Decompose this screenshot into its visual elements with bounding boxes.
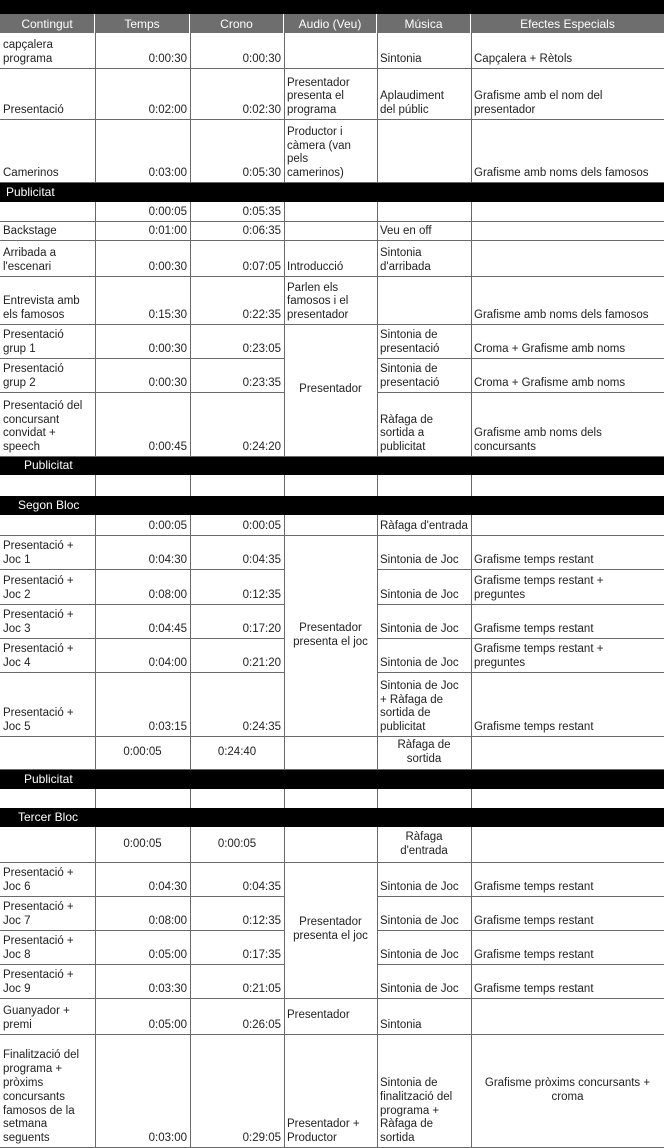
contingut-cell: Presentació del concursant convidat + speech [3,399,83,454]
grid-col-line [95,789,96,808]
audio-cell [284,33,377,68]
grid-col-line [284,789,285,808]
temps-cell: 0:04:45 [148,623,187,636]
header-col-musica: Música [377,14,470,33]
contingut-cell: Backstage [3,225,57,238]
contingut-cell [0,827,95,862]
contingut-cell: Presentació + Joc 5 [3,707,74,734]
musica-cell: Ràfaga de sortida [397,738,451,765]
efectes-cell [471,736,664,769]
crono-cell: 0:22:35 [242,309,281,322]
band-publicitat-1-label: Publicitat [6,184,55,199]
contingut-cell: Presentació + Joc 2 [3,575,74,602]
crono-cell: 0:00:05 [217,837,257,850]
musica-cell: Sintonia de Joc [380,881,459,894]
temps-cell: 0:00:45 [148,441,187,454]
temps-cell: 0:01:00 [148,225,187,238]
temps-cell: 0:02:00 [148,104,187,117]
contingut-cell: Arribada a l'escenari [3,247,57,274]
temps-cell: 0:00:05 [123,745,162,758]
crono-cell: 0:00:05 [242,520,281,533]
musica-cell: Sintonia [380,1019,422,1032]
contingut-cell [0,202,95,221]
temps-cell: 0:00:05 [148,206,187,219]
contingut-cell: Presentació + Joc 3 [3,609,74,636]
contingut-cell: Finalització del programa + pròxims concursants famosos de la setmana seguents [3,1049,80,1145]
temps-cell: 0:00:05 [148,520,187,533]
musica-cell: Sintonia de Joc + Ràfaga de sortida de publicitat [380,679,459,734]
audio-final: Presentador + Productor [287,1118,360,1145]
efectes-cell: Grafisme temps restant [474,721,594,734]
musica-cell: Sintonia d'arribada [380,247,431,274]
efectes-cell: Grafisme pròxims concursants + croma [484,1076,651,1103]
grid-col-line [190,475,191,496]
contingut-cell [0,515,95,535]
audio-guanyador: Presentador [287,1009,350,1022]
musica-cell: Sintonia de Joc [380,949,459,962]
band-tercer-bloc-label: Tercer Bloc [18,810,79,825]
crono-cell: 0:04:35 [242,881,281,894]
musica-cell: Sintonia de Joc [380,657,459,670]
header-col-efectes: Efectes Especials [471,14,664,33]
musica-cell: Veu en off [380,225,432,238]
audio-cell: Productor i càmera (van pels camerinos) [287,125,351,180]
musica-cell: Sintonia de finalització del programa + Ràfaga de sortida [380,1077,453,1145]
temps-cell: 0:05:00 [148,949,187,962]
contingut-cell: capçalera programa [3,39,53,66]
musica-cell: Ràfaga de sortida a publicitat [380,413,434,454]
musica-cell [377,276,471,324]
band-publicitat-3-label: Publicitat [24,771,73,786]
musica-cell: Aplaudiment del públic [380,90,444,117]
efectes-cell: Grafisme amb noms dels concursants [474,427,602,454]
audio-joc-2: Presentador presenta el joc [293,916,368,942]
contingut-cell: Camerinos [3,167,59,180]
top-bar [0,0,664,14]
grid-col-line [377,789,378,808]
audio-parlen: Parlen els famosos i el presentador [287,281,349,322]
musica-cell: Sintonia de Joc [380,983,459,996]
grid-col-line [471,789,472,808]
temps-cell: 0:04:30 [148,881,187,894]
temps-cell: 0:03:00 [148,167,187,180]
crono-cell: 0:24:40 [217,745,257,758]
musica-cell: Sintonia [380,53,422,66]
temps-cell: 0:05:00 [148,1019,187,1032]
contingut-cell: Presentació grup 1 [3,329,64,356]
contingut-cell: Presentació + Joc 6 [3,867,74,894]
temps-cell: 0:03:00 [148,1132,187,1145]
temps-cell: 0:03:15 [148,721,187,734]
efectes-cell [471,240,664,276]
efectes-cell: Grafisme temps restant [474,949,594,962]
audio-joc: Presentador presenta el joc [293,621,368,648]
contingut-cell [0,736,95,769]
temps-cell: 0:04:30 [148,554,187,567]
crono-cell: 0:26:05 [242,1019,281,1032]
temps-cell: 0:03:30 [148,983,187,996]
efectes-cell: Capçalera + Rètols [474,53,573,66]
contingut-cell: Presentació + Joc 4 [3,643,74,670]
efectes-cell: Croma + Grafisme amb noms [474,343,626,356]
efectes-cell: Croma + Grafisme amb noms [474,377,626,390]
efectes-cell [471,202,664,221]
row-divider [0,456,664,457]
contingut-cell: Presentació + Joc 1 [3,540,74,567]
grid-col-line [471,475,472,496]
band-segon-bloc-label: Segon Bloc [18,498,80,513]
crono-cell: 0:06:35 [242,225,281,238]
row-divider [0,182,664,183]
crono-cell: 0:24:20 [242,441,281,454]
temps-cell: 0:15:30 [148,309,187,322]
temps-cell: 0:04:00 [148,657,187,670]
header-col-crono: Crono [190,14,283,33]
musica-cell: Sintonia de Joc [380,589,459,602]
band-publicitat-2-label: Publicitat [24,458,73,473]
grid-col-line [190,789,191,808]
crono-cell: 0:23:35 [242,377,281,390]
contingut-cell: Presentació + Joc 9 [3,969,74,996]
temps-cell: 0:00:30 [148,261,187,274]
crono-cell: 0:04:35 [242,554,281,567]
header-col-audio: Audio (Veu) [284,14,376,33]
crono-cell: 0:21:05 [242,983,281,996]
efectes-cell: Grafisme amb noms dels famosos [474,309,649,322]
crono-cell: 0:23:05 [242,343,281,356]
musica-cell: Sintonia de presentació [380,329,440,356]
contingut-cell: Presentació + Joc 7 [3,901,74,928]
temps-cell: 0:08:00 [148,915,187,928]
efectes-cell: Grafisme amb el nom del presentador [474,90,603,117]
efectes-cell: Grafisme temps restant + preguntes [474,643,604,670]
audio-introduccio: Introducció [287,261,344,274]
musica-cell [377,202,471,221]
musica-cell: Ràfaga d'entrada [400,830,448,857]
musica-cell: Sintonia de Joc [380,623,459,636]
crono-cell: 0:02:30 [242,104,281,117]
contingut-cell: Presentació + Joc 8 [3,935,74,962]
header-col-temps: Temps [95,14,189,33]
crono-cell: 0:05:35 [242,206,281,219]
temps-cell: 0:00:30 [148,343,187,356]
crono-cell: 0:07:05 [242,261,281,274]
contingut-cell: Guanyador + premi [3,1005,70,1032]
temps-cell: 0:00:05 [123,837,162,850]
contingut-cell: Presentació [3,104,64,117]
efectes-cell: Grafisme temps restant [474,915,594,928]
audio-cell: Presentador presenta el programa [287,76,350,117]
contingut-cell: Presentació grup 2 [3,363,64,390]
row-divider [0,769,664,770]
efectes-cell: Grafisme temps restant [474,881,594,894]
efectes-cell: Grafisme temps restant [474,623,594,636]
crono-cell: 0:12:35 [242,915,281,928]
temps-cell: 0:08:00 [148,589,187,602]
temps-cell: 0:00:30 [148,377,187,390]
temps-cell: 0:00:30 [148,53,187,66]
crono-cell: 0:00:30 [242,53,281,66]
crono-cell: 0:12:35 [242,589,281,602]
musica-cell: Sintonia de Joc [380,554,459,567]
audio-presentador: Presentador [299,383,362,396]
efectes-cell [471,827,664,862]
grid-col-line [95,475,96,496]
crono-cell: 0:29:05 [242,1132,281,1145]
crono-cell: 0:21:20 [242,657,281,670]
efectes-cell: Grafisme temps restant [474,554,594,567]
grid-col-line [377,475,378,496]
efectes-cell [471,515,664,535]
musica-cell: Sintonia de presentació [380,363,440,390]
grid-col-line [284,475,285,496]
efectes-cell [471,998,664,1034]
crono-cell: 0:17:35 [242,949,281,962]
musica-cell: Sintonia de Joc [380,915,459,928]
efectes-cell [471,221,664,240]
efectes-cell: Grafisme temps restant + preguntes [474,575,604,602]
crono-cell: 0:05:30 [242,167,281,180]
crono-cell: 0:24:35 [242,721,281,734]
efectes-cell: Grafisme temps restant [474,983,594,996]
musica-cell [377,119,471,182]
contingut-cell: Entrevista amb els famosos [3,295,80,322]
header-col-contingut: Contingut [0,14,94,33]
musica-cell: Ràfaga d'entrada [380,520,468,533]
efectes-cell: Grafisme amb noms dels famosos [474,167,649,180]
crono-cell: 0:17:20 [242,623,281,636]
